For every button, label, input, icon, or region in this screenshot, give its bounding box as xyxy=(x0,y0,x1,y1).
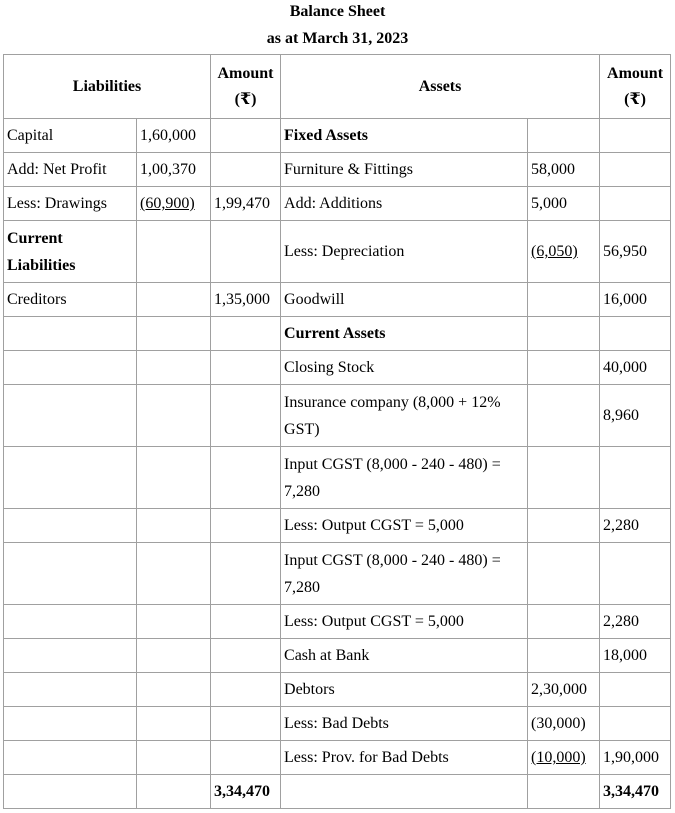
asset-value xyxy=(528,119,600,153)
page-title: Balance Sheet xyxy=(289,3,386,20)
asset-label: Current Assets xyxy=(281,317,528,351)
asset-amount: 2,280 xyxy=(600,509,671,543)
liability-value xyxy=(137,775,211,809)
liability-value xyxy=(137,317,211,351)
asset-amount: 16,000 xyxy=(600,283,671,317)
table-row xyxy=(4,741,671,775)
liability-label: Creditors xyxy=(4,283,137,317)
asset-amount xyxy=(600,543,671,605)
page-subtitle: as at March 31, 2023 xyxy=(266,30,409,47)
liability-label xyxy=(4,385,137,447)
liability-amount xyxy=(211,707,281,741)
asset-value xyxy=(528,509,600,543)
table-row xyxy=(4,221,671,283)
liability-amount xyxy=(211,741,281,775)
table-row xyxy=(4,119,671,153)
liability-value xyxy=(137,741,211,775)
header-amount-left-line2: (₹) xyxy=(234,90,257,108)
liability-value xyxy=(137,543,211,605)
liability-label xyxy=(4,605,137,639)
table-row xyxy=(4,605,671,639)
asset-value xyxy=(528,283,600,317)
liability-label xyxy=(4,673,137,707)
liability-value: 1,60,000 xyxy=(137,119,211,153)
header-row xyxy=(4,55,671,119)
asset-amount: 40,000 xyxy=(600,351,671,385)
balance-sheet-table xyxy=(3,54,671,809)
liability-label xyxy=(4,741,137,775)
table-row xyxy=(4,673,671,707)
liability-label xyxy=(4,351,137,385)
asset-amount: 18,000 xyxy=(600,639,671,673)
asset-label: Less: Output CGST = 5,000 xyxy=(281,509,528,543)
table-row xyxy=(4,385,671,447)
liability-label xyxy=(4,707,137,741)
liability-value xyxy=(137,639,211,673)
asset-value: 5,000 xyxy=(528,187,600,221)
asset-amount xyxy=(600,707,671,741)
asset-value: (6,050) xyxy=(528,221,600,283)
liability-value xyxy=(137,605,211,639)
liability-value xyxy=(137,283,211,317)
header-amount-right-line1: Amount xyxy=(607,64,664,82)
liability-amount xyxy=(211,509,281,543)
asset-value xyxy=(528,351,600,385)
liability-amount: 1,99,470 xyxy=(211,187,281,221)
liability-amount xyxy=(211,153,281,187)
asset-label: Goodwill xyxy=(281,283,528,317)
liability-label xyxy=(4,639,137,673)
liability-amount: 1,35,000 xyxy=(211,283,281,317)
table-row xyxy=(4,543,671,605)
liability-label: Current Liabilities xyxy=(4,221,137,283)
asset-value: (10,000) xyxy=(528,741,600,775)
liability-label xyxy=(4,447,137,509)
liability-value: 1,00,370 xyxy=(137,153,211,187)
asset-label: Insurance company (8,000 + 12% GST) xyxy=(281,385,528,447)
asset-amount: 2,280 xyxy=(600,605,671,639)
asset-label: Less: Output CGST = 5,000 xyxy=(281,605,528,639)
asset-value xyxy=(528,447,600,509)
asset-label: Input CGST (8,000 - 240 - 480) = 7,280 xyxy=(281,543,528,605)
liability-value xyxy=(137,509,211,543)
table-row xyxy=(4,283,671,317)
liability-amount xyxy=(211,221,281,283)
liability-amount xyxy=(211,673,281,707)
asset-value xyxy=(528,317,600,351)
asset-label: Add: Additions xyxy=(281,187,528,221)
totals-row xyxy=(4,775,671,809)
header-amount-right xyxy=(600,55,671,119)
liability-label: Add: Net Profit xyxy=(4,153,137,187)
asset-amount: 1,90,000 xyxy=(600,741,671,775)
asset-value xyxy=(528,639,600,673)
asset-amount xyxy=(600,119,671,153)
asset-amount xyxy=(600,153,671,187)
liability-value xyxy=(137,221,211,283)
asset-value: 2,30,000 xyxy=(528,673,600,707)
asset-label: Input CGST (8,000 - 240 - 480) = 7,280 xyxy=(281,447,528,509)
asset-value xyxy=(528,385,600,447)
header-amount-left-line1: Amount xyxy=(217,64,274,82)
liability-amount xyxy=(211,605,281,639)
liability-amount xyxy=(211,317,281,351)
liability-label xyxy=(4,509,137,543)
header-liabilities: Liabilities xyxy=(4,55,211,119)
table-row xyxy=(4,639,671,673)
liability-value xyxy=(137,673,211,707)
liability-value: (60,900) xyxy=(137,187,211,221)
asset-label xyxy=(281,775,528,809)
table-row xyxy=(4,153,671,187)
liability-amount xyxy=(211,119,281,153)
liability-amount xyxy=(211,543,281,605)
asset-label: Less: Depreciation xyxy=(281,221,528,283)
liability-value xyxy=(137,385,211,447)
asset-amount xyxy=(600,673,671,707)
liability-label: Capital xyxy=(4,119,137,153)
asset-value: 58,000 xyxy=(528,153,600,187)
liability-value xyxy=(137,351,211,385)
asset-label: Debtors xyxy=(281,673,528,707)
liability-amount xyxy=(211,447,281,509)
asset-label: Less: Bad Debts xyxy=(281,707,528,741)
liability-amount xyxy=(211,639,281,673)
asset-amount xyxy=(600,317,671,351)
asset-value xyxy=(528,605,600,639)
header-amount-right-line2: (₹) xyxy=(624,90,646,108)
asset-amount: 56,950 xyxy=(600,221,671,283)
asset-amount xyxy=(600,447,671,509)
header-assets: Assets xyxy=(281,55,600,119)
asset-amount xyxy=(600,187,671,221)
liability-label: Less: Drawings xyxy=(4,187,137,221)
liability-value xyxy=(137,447,211,509)
liability-label xyxy=(4,317,137,351)
asset-value: (30,000) xyxy=(528,707,600,741)
table-row xyxy=(4,351,671,385)
table-row xyxy=(4,509,671,543)
asset-value xyxy=(528,775,600,809)
table-row xyxy=(4,447,671,509)
table-row xyxy=(4,187,671,221)
liabilities-total: 3,34,470 xyxy=(211,775,281,809)
liability-label xyxy=(4,775,137,809)
table-row xyxy=(4,707,671,741)
liability-amount xyxy=(211,385,281,447)
asset-label: Furniture & Fittings xyxy=(281,153,528,187)
asset-amount: 8,960 xyxy=(600,385,671,447)
asset-label: Cash at Bank xyxy=(281,639,528,673)
assets-total: 3,34,470 xyxy=(600,775,671,809)
header-amount-left xyxy=(211,55,281,119)
asset-label: Less: Prov. for Bad Debts xyxy=(281,741,528,775)
table-row xyxy=(4,317,671,351)
asset-label: Fixed Assets xyxy=(281,119,528,153)
asset-label: Closing Stock xyxy=(281,351,528,385)
liability-amount xyxy=(211,351,281,385)
liability-label xyxy=(4,543,137,605)
asset-value xyxy=(528,543,600,605)
liability-value xyxy=(137,707,211,741)
